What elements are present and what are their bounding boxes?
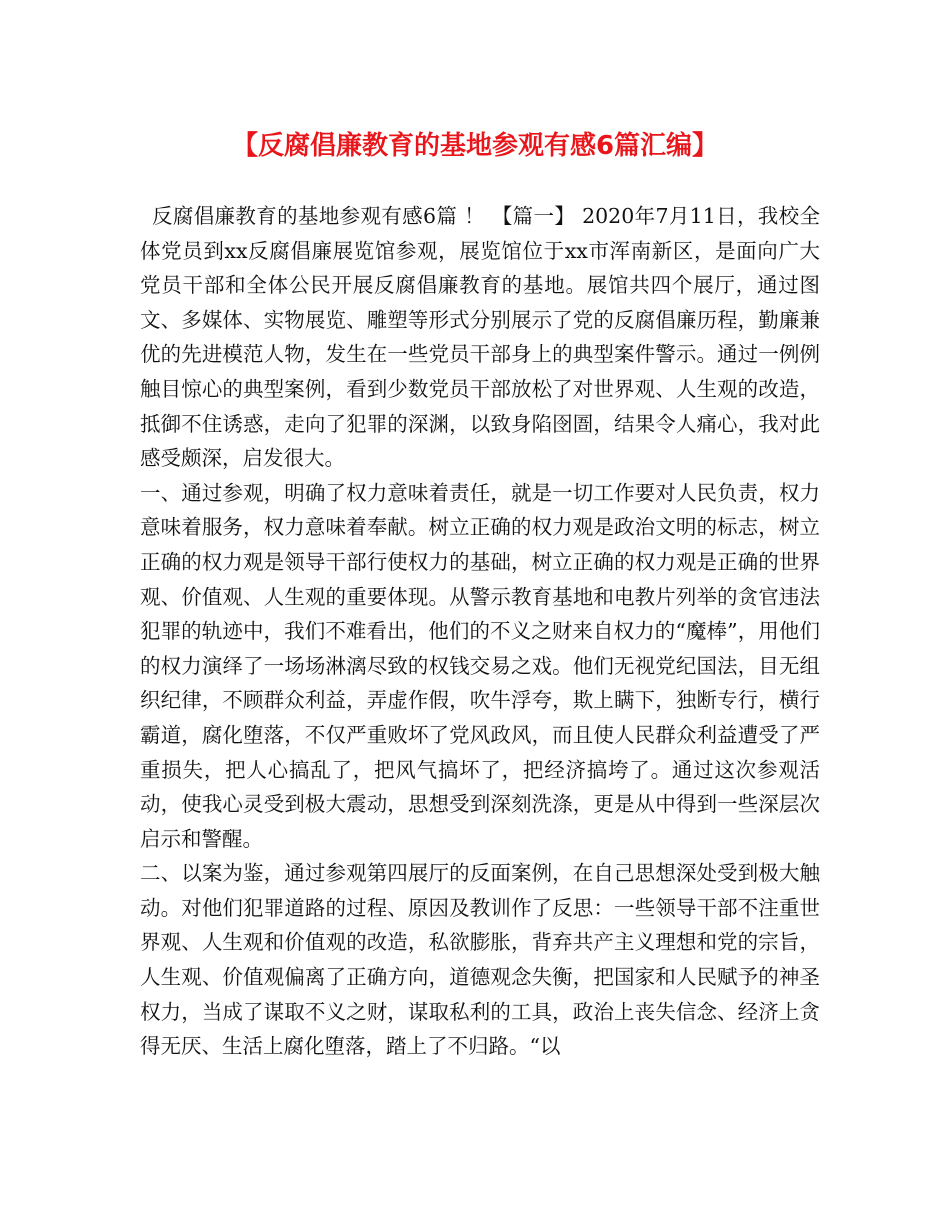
document-title: 【反腐倡廉教育的基地参观有感6篇汇编】	[231, 131, 719, 161]
paragraph-intro: 反腐倡廉教育的基地参观有感6篇 ！ 【篇一】 2020年7月11日，我校全体党员到xx反腐倡廉展览馆参观，展览馆位于xx市浑南新区，是面向广大党员干部和全体公民开展反腐倡廉教育的基地。展馆共四个展厅，通过图文、多媒体、实物展览、雕塑等形式分别展示了党的反腐倡廉历程，勤廉兼优的先进模范人物，发生在一些党员干部身上的典型案件警示。通过一例例触目惊心的典型案例，看到少数党员干部放松了对世界观、人生观的改造，抵御不住诱惑，走向了犯罪的深渊，以致身陷囹圄，结果令人痛心，我对此感受颇深，启发很大。	[140, 204, 820, 471]
paragraph-point-two: 二、以案为鉴，通过参观第四展厅的反面案例，在自己思想深处受到极大触动。对他们犯罪道路的过程、原因及教训作了反思：一些领导干部不注重世界观、人生观和价值观的改造，私欲膨胀，背弃共产主义理想和党的宗旨，人生观、价值观偏离了正确方向，道德观念失衡，把国家和人民赋予的神圣权力，当成了谋取不义之财，谋取私利的工具，政治上丧失信念、经济上贪得无厌、生活上腐化堕落，踏上了不归路。“以	[140, 861, 820, 1059]
paragraph-point-one: 一、通过参观，明确了权力意味着责任，就是一切工作要对人民负责，权力意味着服务，权力意味着奉献。树立正确的权力观是政治文明的标志，树立正确的权力观是领导干部行使权力的基础，树立正确的权力观是正确的世界观、价值观、人生观的重要体现。从警示教育基地和电教片列举的贪官违法犯罪的轨迹中，我们不难看出，他们的不义之财来自权力的“魔棒”，用他们的权力演绎了一场场淋漓尽致的权钱交易之戏。他们无视党纪国法，目无组织纪律，不顾群众利益，弄虚作假，吹牛浮夸，欺上瞒下，独断专行，横行霸道，腐化堕落，不仅严重败坏了党风政风，而且使人民群众利益遭受了严重损失，把人心搞乱了，把风气搞坏了，把经济搞垮了。通过这次参观活动，使我心灵受到极大震动，思想受到深刻洗涤，更是从中得到一些深层次启示和警醒。	[140, 480, 820, 851]
document-body	[140, 199, 820, 1064]
